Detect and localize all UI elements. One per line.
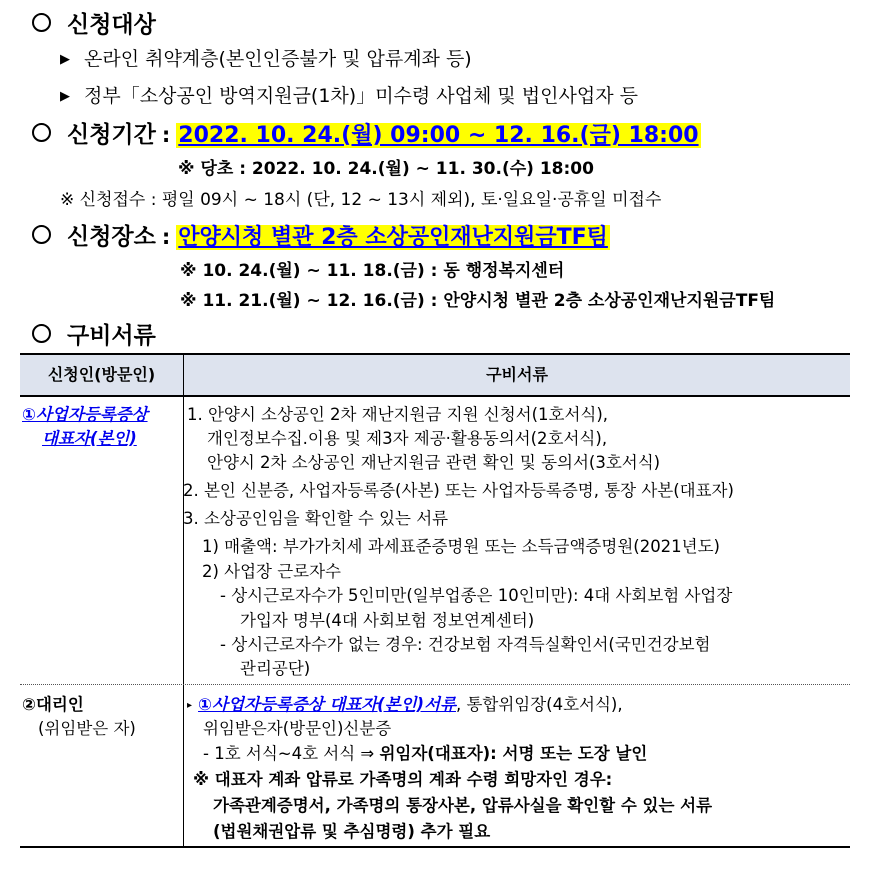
applicant-item-2: ▶ 정부「소상공인 방역지원금(1차)」미수령 사업체 및 법인사업자 등: [60, 85, 638, 107]
place-note-2: ※ 11. 21.(월) ~ 12. 16.(금) : 안양시청 별관 2층 소상공인재난지원금TF팀: [180, 291, 776, 311]
application-period: 2022. 10. 24.(월) 09:00 ~ 12. 16.(금) 18:00: [178, 123, 699, 148]
row2-applicant-line1: ②대리인: [22, 695, 84, 714]
triangle-bullet-icon: ▶: [60, 52, 70, 67]
row2-note-line: 가족관계증명서, 가족명의 통장사본, 압류사실을 확인할 수 있는 서류: [213, 796, 713, 815]
doc-line: 2. 본인 신분증, 사업자등록증(사본) 또는 사업자등록증명, 통장 사본(대표자): [183, 481, 734, 500]
original-period-note: ※ 당초 : 2022. 10. 24.(월) ~ 11. 30.(수) 18:00: [178, 159, 594, 179]
row1-applicant-line2: 대표자(본인): [42, 429, 137, 448]
row2-line1: ▸ ①사업자등록증상 대표자(본인)서류, 통합위임장(4호서식),: [187, 695, 623, 714]
circle-bullet-icon: [32, 13, 51, 32]
circle-bullet-icon: [32, 225, 51, 244]
row1-docs-link[interactable]: ①사업자등록증상 대표자(본인)서류: [198, 695, 456, 714]
small-triangle-icon: ▸: [187, 700, 193, 711]
header-applicant: 신청인(방문인): [47, 365, 156, 384]
section-period-heading: 신청기간 : 2022. 10. 24.(월) 09:00 ~ 12. 16.(금) 18:00: [32, 116, 701, 149]
doc-line: 3. 소상공인임을 확인할 수 있는 서류: [183, 509, 449, 528]
row2-note-line: (법원채권압류 및 추심명령) 추가 필요: [213, 822, 491, 841]
section-documents-heading: 구비서류: [32, 317, 156, 350]
section-applicants-heading: 신청대상: [32, 6, 156, 39]
table-bottom-border: [20, 846, 850, 848]
triangle-bullet-icon: ▶: [60, 89, 70, 104]
circle-bullet-icon: [32, 123, 51, 142]
doc-line: 1. 안양시 소상공인 2차 재난지원금 지원 신청서(1호서식),: [187, 405, 609, 424]
section-place-heading: 신청장소 : 안양시청 별관 2층 소상공인재난지원금TF팀: [32, 218, 610, 251]
application-place: 안양시청 별관 2층 소상공인재난지원금TF팀: [178, 225, 608, 250]
place-note-1: ※ 10. 24.(월) ~ 11. 18.(금) : 동 행정복지센터: [180, 261, 565, 281]
row2-applicant-line2: (위임받은 자): [38, 719, 136, 738]
doc-line: 개인정보수집.이용 및 제3자 제공·활용동의서(2호서식),: [207, 429, 608, 448]
documents-table: [20, 353, 850, 848]
doc-line: - 상시근로자수가 없는 경우: 건강보험 자격득실확인서(국민건강보험: [220, 635, 711, 654]
doc-line: 1) 매출액: 부가가치세 과세표준증명원 또는 소득금액증명원(2021년도): [202, 537, 720, 556]
reception-note: ※ 신청접수 : 평일 09시 ~ 18시 (단, 12 ~ 13시 제외), 토·일요일·공휴일 미접수: [60, 190, 662, 210]
column-divider: [183, 353, 184, 848]
circle-bullet-icon: [32, 324, 51, 343]
row2-line2: 위임받은자(방문인)신분증: [203, 719, 392, 738]
doc-line: - 상시근로자수가 5인미만(일부업종은 10인미만): 4대 사회보험 사업장: [220, 586, 733, 605]
doc-line: 가입자 명부(4대 사회보험 정보연계센터): [240, 611, 535, 630]
row2-line3: - 1호 서식~4호 서식 ⇒ 위임자(대표자): 서명 또는 도장 날인: [203, 744, 648, 763]
doc-line: 관리공단): [240, 659, 311, 678]
row1-applicant-line1: ①사업자등록증상: [22, 405, 148, 424]
applicant-item-1: ▶ 온라인 취약계층(본인인증불가 및 압류계좌 등): [60, 48, 472, 70]
row-divider: [20, 684, 850, 685]
row2-note-line: ※ 대표자 계좌 압류로 가족명의 계좌 수령 희망자인 경우:: [193, 770, 613, 789]
header-documents: 구비서류: [486, 365, 548, 384]
doc-line: 안양시 2차 소상공인 재난지원금 관련 확인 및 동의서(3호서식): [207, 453, 661, 472]
table-header: [20, 353, 850, 397]
doc-line: 2) 사업장 근로자수: [202, 562, 341, 581]
